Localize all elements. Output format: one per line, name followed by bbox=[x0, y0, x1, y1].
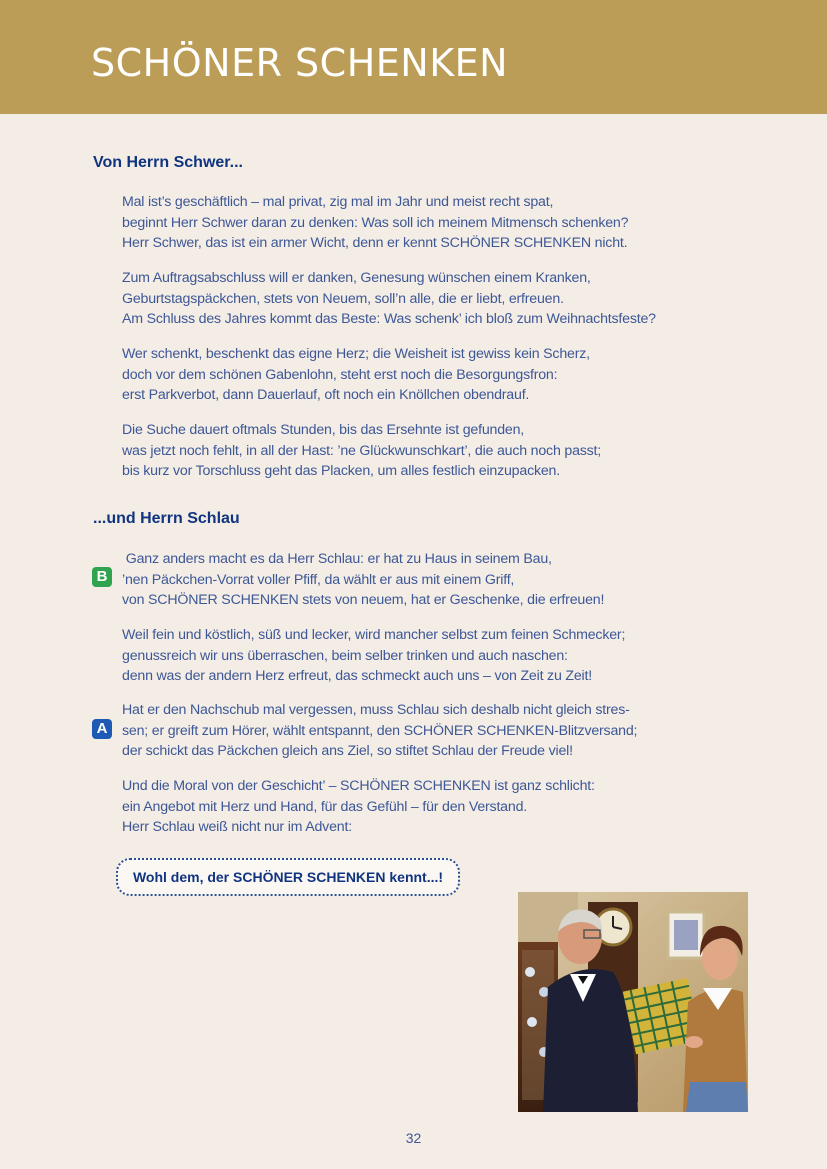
verse-line: ein Angebot mit Herz und Hand, für das Gefühl – für den Verstand. bbox=[122, 798, 527, 815]
section-heading-schlau: ...und Herrn Schlau bbox=[93, 510, 240, 527]
verse-line: Zum Auftragsabschluss will er danken, Genesung wünschen einem Kranken, bbox=[122, 270, 591, 286]
verse-line: Die Suche dauert oftmals Stunden, bis das Ersehnte ist gefunden, bbox=[122, 422, 525, 438]
badge-a-icon: A bbox=[92, 719, 112, 739]
verse-line: genussreich wir uns überraschen, beim selber trinken und auch naschen: bbox=[122, 647, 568, 664]
callout-box: Wohl dem, der SCHÖNER SCHENKEN kennt...! bbox=[116, 858, 460, 896]
verse-line: sen; er greift zum Hörer, wählt entspannt, den SCHÖNER SCHENKEN-Blitzversand; bbox=[122, 722, 638, 739]
stanza bbox=[122, 420, 601, 482]
verse-line: bis kurz vor Torschluss geht das Placken, um alles festlich einzupacken. bbox=[122, 463, 560, 479]
stanza bbox=[122, 344, 590, 406]
verse-line: Mal ist’s geschäftlich – mal privat, zig mal im Jahr und meist recht spat, bbox=[122, 194, 554, 210]
photo-gift-exchange bbox=[518, 892, 748, 1112]
verse-line: erst Parkverbot, dann Dauerlauf, oft noch ein Knöllchen obendrauf. bbox=[122, 387, 530, 403]
verse-line: Wer schenkt, beschenkt das eigne Herz; die Weisheit ist gewiss kein Scherz, bbox=[122, 346, 590, 362]
verse-line: Herr Schwer, das ist ein armer Wicht, denn er kennt SCHÖNER SCHENKEN nicht. bbox=[122, 235, 628, 251]
verse-line: der schickt das Päckchen gleich ans Ziel, so stiftet Schlau der Freude viel! bbox=[122, 743, 573, 759]
verse-line: doch vor dem schönen Gabenlohn, steht erst noch die Besorgungsfron: bbox=[122, 366, 558, 383]
stanza bbox=[122, 268, 656, 330]
verse-line: beginnt Herr Schwer daran zu denken: Was soll ich meinem Mitmensch schenken? bbox=[122, 214, 629, 231]
verse-line: Ganz anders macht es da Herr Schlau: er hat zu Haus in seinem Bau, bbox=[122, 551, 552, 567]
page-number: 32 bbox=[405, 1130, 422, 1146]
badge-b-icon: B bbox=[92, 567, 112, 587]
verse-line: von SCHÖNER SCHENKEN stets von neuem, hat er Geschenke, die erfreuen! bbox=[122, 592, 605, 608]
page-header bbox=[0, 0, 827, 114]
stanza bbox=[122, 192, 628, 254]
verse-line: Hat er den Nachschub mal vergessen, muss Schlau sich deshalb nicht gleich stres- bbox=[122, 702, 630, 718]
verse-line: denn was der andern Herz erfreut, das schmeckt auch uns – von Zeit zu Zeit! bbox=[122, 668, 592, 684]
verse-line: was jetzt noch fehlt, in all der Hast: ’ne Glückwunschkart’, die auch noch passt; bbox=[122, 442, 602, 459]
page-title: SCHÖNER SCHENKEN bbox=[91, 41, 509, 85]
verse-line: Am Schluss des Jahres kommt das Beste: Was schenk’ ich bloß zum Weihnachtsfeste? bbox=[122, 311, 656, 327]
verse-line: Weil fein und köstlich, süß und lecker, wird mancher selbst zum feinen Schmecker; bbox=[122, 627, 626, 643]
section-heading-schwer: Von Herrn Schwer... bbox=[93, 154, 243, 171]
stanza bbox=[122, 549, 604, 611]
stanza bbox=[122, 625, 625, 687]
verse-line: Und die Moral von der Geschicht’ – SCHÖNER SCHENKEN ist ganz schlicht: bbox=[122, 778, 595, 794]
stanza bbox=[122, 776, 595, 838]
verse-line: ’nen Päckchen-Vorrat voller Pfiff, da wählt er aus mit einem Griff, bbox=[122, 571, 515, 588]
verse-line: Herr Schlau weiß nicht nur im Advent: bbox=[122, 819, 352, 835]
verse-line: Geburtstagspäckchen, stets von Neuem, soll’n alle, die er liebt, erfreuen. bbox=[122, 290, 564, 307]
stanza bbox=[122, 700, 637, 762]
